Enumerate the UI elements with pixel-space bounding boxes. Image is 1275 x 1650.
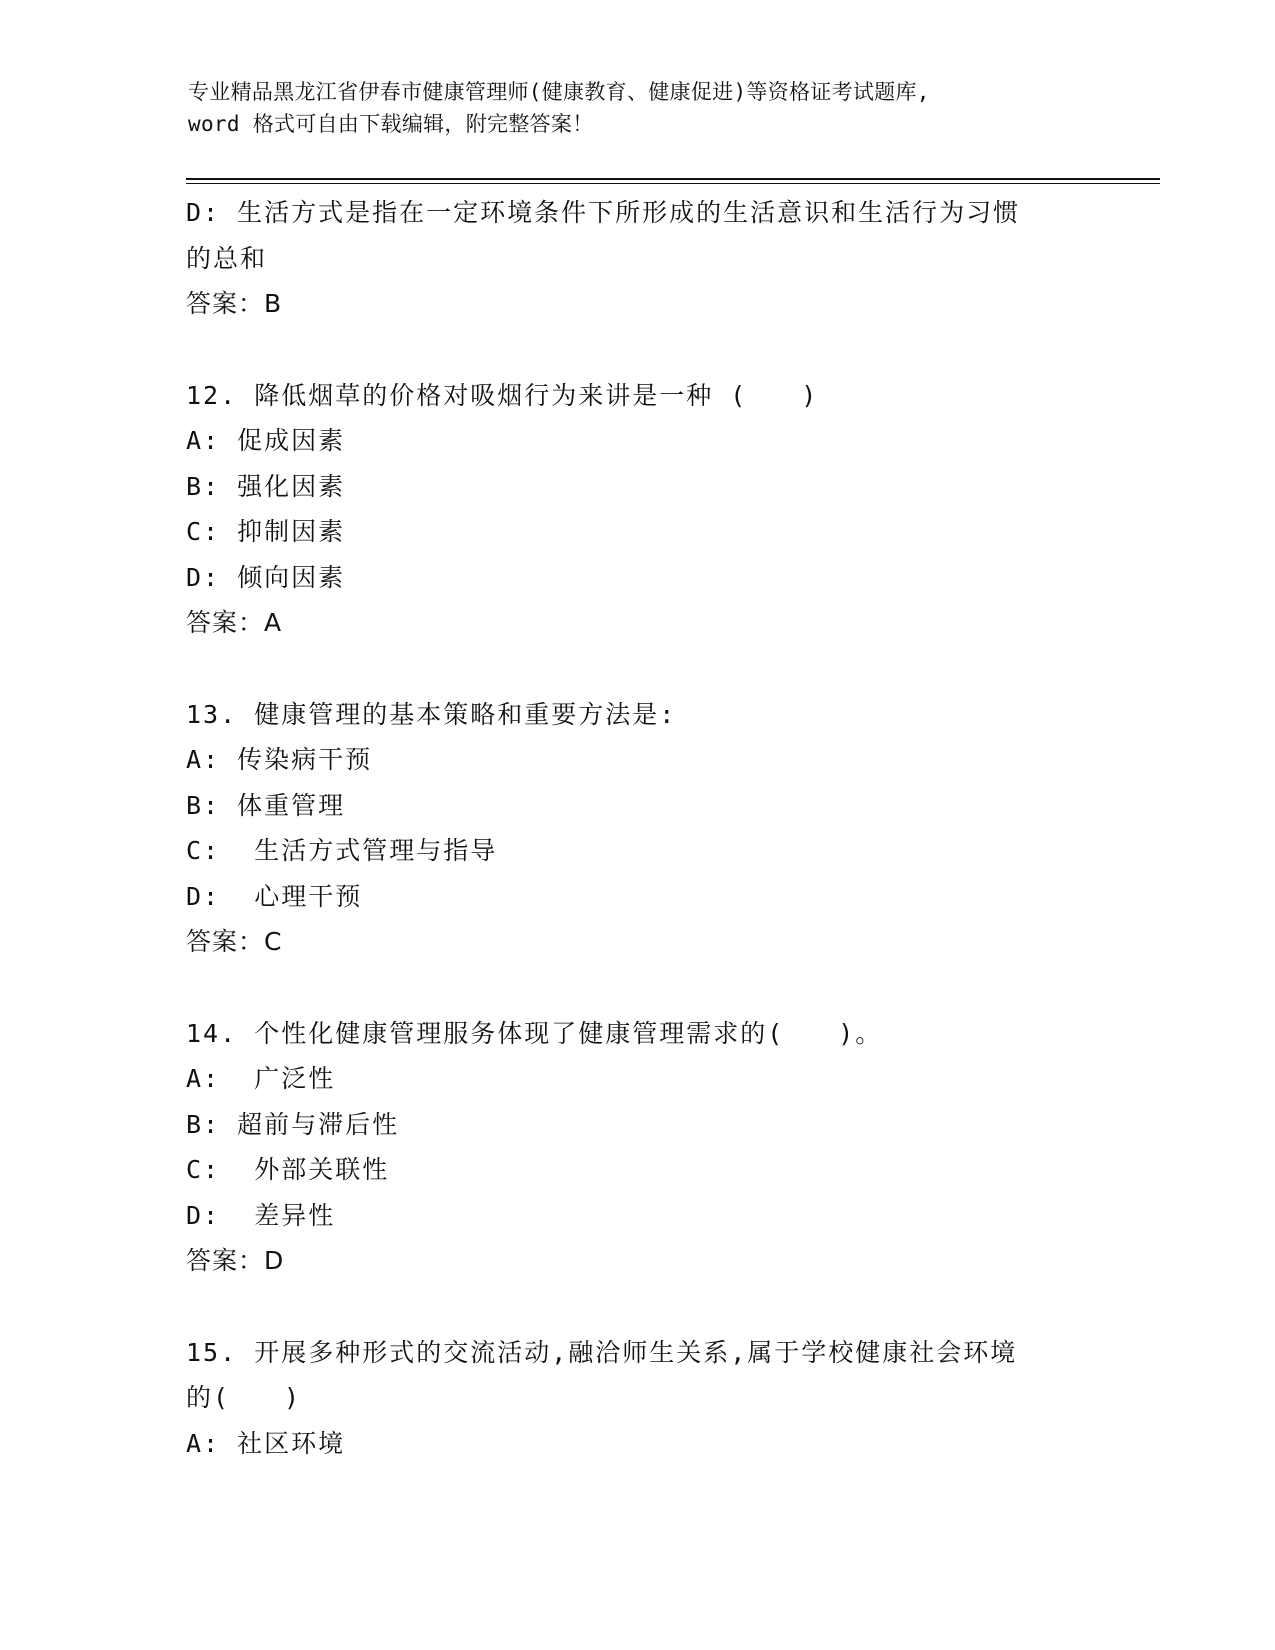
- question-text: 12. 降低烟草的价格对吸烟行为来讲是一种 ( ): [186, 380, 819, 410]
- option-d: D: 差异性: [186, 1200, 336, 1230]
- answer-text: 答案：C: [186, 927, 283, 956]
- option-b: B: 超前与滞后性: [186, 1109, 400, 1139]
- question-text-continued: 的( ): [186, 1383, 302, 1412]
- question-text: 13. 健康管理的基本策略和重要方法是:: [186, 699, 677, 729]
- document-header: [188, 76, 1088, 140]
- option-a: A: 促成因素: [186, 426, 346, 455]
- option-d: D: 心理干预: [186, 881, 363, 911]
- option-a: A: 广泛性: [186, 1064, 336, 1093]
- option-c: C: 生活方式管理与指导: [186, 836, 498, 865]
- question-text: 15. 开展多种形式的交流活动,融洽师生关系,属于学校健康社会环境: [186, 1337, 1018, 1367]
- answer-text: 答案：B: [186, 289, 283, 318]
- header-line-2: word 格式可自由下载编辑，附完整答案！: [188, 112, 594, 136]
- option-d-continued: 的总和: [186, 243, 268, 273]
- question-13: [186, 692, 1086, 965]
- option-c: C: 外部关联性: [186, 1155, 390, 1184]
- option-d: D: 生活方式是指在一定环境条件下所形成的生活意识和生活行为习惯: [186, 198, 1021, 227]
- header-divider-thick: [186, 178, 1160, 180]
- question-list: [186, 190, 1086, 1466]
- question-12: [186, 373, 1086, 646]
- question-15: [186, 1330, 1086, 1467]
- option-b: B: 体重管理: [186, 790, 346, 820]
- answer-text: 答案：A: [186, 608, 283, 637]
- answer-text: 答案：D: [186, 1246, 285, 1275]
- option-b: B: 强化因素: [186, 471, 346, 501]
- option-a: A: 社区环境: [186, 1428, 346, 1458]
- option-d: D: 倾向因素: [186, 562, 346, 592]
- header-divider-thin: [186, 183, 1160, 184]
- question-14: [186, 1011, 1086, 1284]
- option-a: A: 传染病干预: [186, 745, 373, 774]
- header-line-1: 专业精品黑龙江省伊春市健康管理师(健康教育、健康促进)等资格证考试题库,: [188, 80, 930, 104]
- question-11: [186, 190, 1086, 327]
- question-text: 14. 个性化健康管理服务体现了健康管理需求的( )。: [186, 1018, 883, 1048]
- option-c: C: 抑制因素: [186, 517, 346, 546]
